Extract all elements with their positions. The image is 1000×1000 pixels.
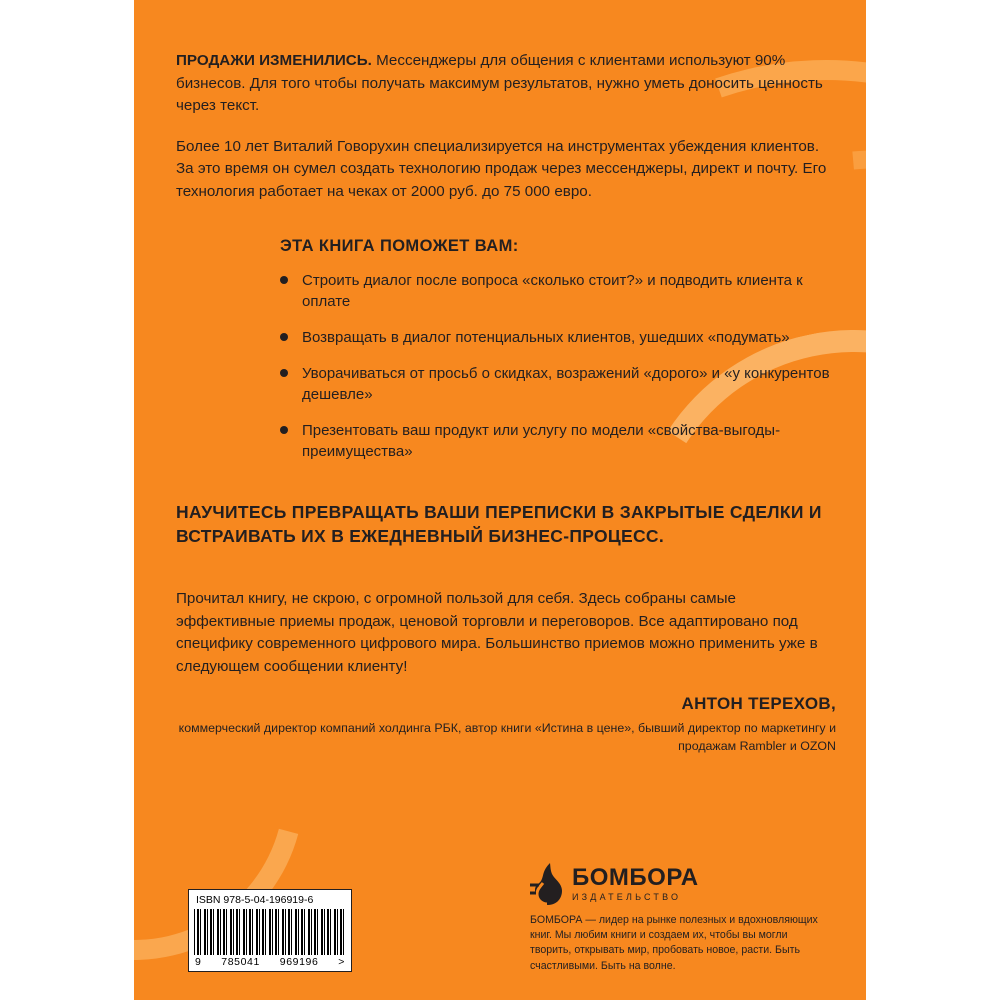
bombora-flame-icon [530, 863, 564, 905]
barcode-digit-main: 785041 [221, 956, 260, 968]
reviewer-name: АНТОН ТЕРЕХОВ, [681, 694, 836, 714]
publisher-description: БОМБОРА — лидер на рынке полезных и вдохновляющих книг. Мы любим книги и создаем их, чтобы вы могли творить, открывать мир, пробовать новое, расти. Быть счастливыми. Быть на волне. [530, 913, 818, 972]
list-item [280, 327, 836, 348]
cover-content [176, 50, 836, 756]
benefits-title: ЭТА КНИГА ПОМОЖЕТ ВАМ: [280, 237, 519, 255]
isbn-barcode-block [188, 889, 352, 972]
publisher-subtitle: ИЗДАТЕЛЬСТВО [572, 891, 682, 902]
cover-headline: НАУЧИТЕСЬ ПРЕВРАЩАТЬ ВАШИ ПЕРЕПИСКИ В ЗАКРЫТЫЕ СДЕЛКИ И ВСТРАИВАТЬ ИХ В ЕЖЕДНЕВНЫЙ БИЗНЕС-ПРОЦЕСС. [176, 502, 822, 547]
bullet-icon [280, 333, 288, 341]
barcode-digit-left: 9 [195, 956, 202, 968]
reviewer-title: коммерческий директор компаний холдинга РБК, автор книги «Истина в цене», бывший директор по маркетингу и продажам Rambler и OZON [178, 721, 836, 753]
publisher-block [530, 863, 830, 974]
publisher-name-block [572, 863, 699, 902]
intro-strong-lead: ПРОДАЖИ ИЗМЕНИЛИСЬ. [176, 52, 372, 69]
benefits-list [280, 270, 836, 462]
list-item [280, 420, 836, 462]
list-item [280, 270, 836, 312]
intro-rest-text: Мессенджеры для общения с клиентами используют 90% бизнесов. Для того чтобы получать максимум результатов, нужно уметь доносить ценность через текст. [176, 52, 823, 114]
book-cover [134, 0, 866, 1000]
barcode-digit-right: 969196 [279, 956, 319, 968]
benefit-text: Презентовать ваш продукт или услугу по модели «свойства-выгоды-преимущества» [302, 422, 781, 460]
bullet-icon [280, 369, 288, 377]
benefit-text: Возвращать в диалог потенциальных клиентов, ушедших «подумать» [302, 329, 790, 346]
list-item [280, 363, 836, 405]
bullet-icon [280, 426, 288, 434]
benefit-text: Строить диалог после вопроса «сколько стоит?» и подводить клиента к оплате [302, 272, 803, 310]
author-about-paragraph: Более 10 лет Виталий Говорухин специализируется на инструментах убеждения клиентов. За это время он сумел создать технологию продаж через мессенджеры, директ и почту. Его технология работает на чеках от 2000 руб. до 75 000 евро. [176, 137, 827, 200]
barcode-image [194, 909, 346, 955]
publisher-logo-row [530, 863, 830, 905]
bullet-icon [280, 276, 288, 284]
cover-footer [134, 840, 866, 1000]
intro-paragraph [176, 50, 836, 118]
barcode-digit-end: > [338, 956, 345, 968]
benefit-text: Уворачиваться от просьб о скидках, возражений «дорого» и «у конкурентов дешевле» [302, 365, 830, 403]
barcode-digits [194, 956, 346, 968]
review-paragraph: Прочитал книгу, не скрою, с огромной пользой для себя. Здесь собраны самые эффективные приемы продаж, ценовой торговли и переговоров. Все адаптировано под специфику современного цифрового мира. Большинство приемов можно применить уже в следующем сообщении клиенту! [176, 590, 818, 675]
publisher-name: БОМБОРА [572, 863, 699, 891]
isbn-text: ISBN 978-5-04-196919-6 [196, 894, 314, 906]
